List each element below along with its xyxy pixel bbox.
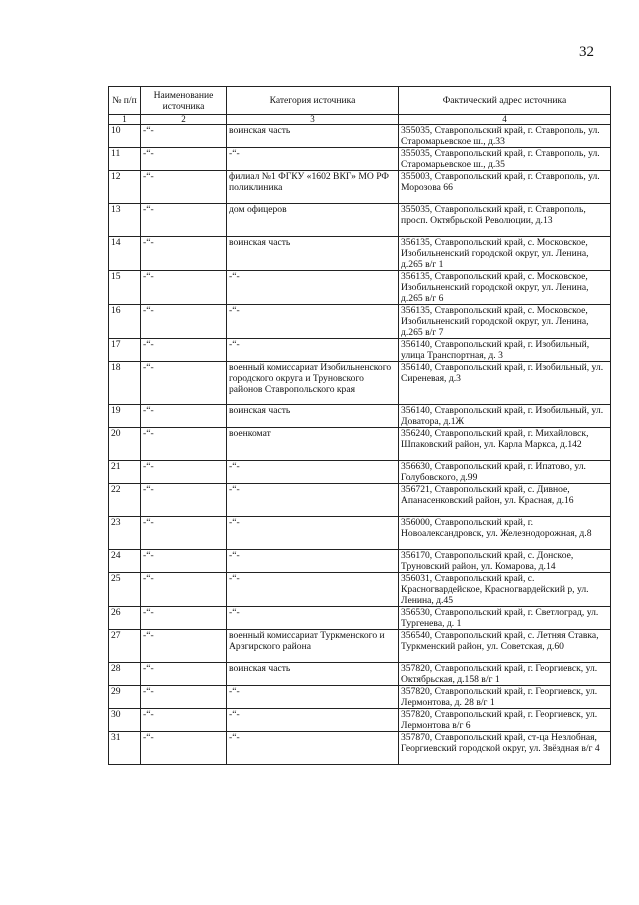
table-row xyxy=(109,630,611,663)
source-name-cell: -“- xyxy=(141,573,227,607)
row-number-cell: 16 xyxy=(109,305,141,339)
column-index: 1 xyxy=(109,115,141,125)
table-row xyxy=(109,461,611,484)
source-name-cell: -“- xyxy=(141,461,227,484)
source-address-cell: 355035, Ставропольский край, г. Ставрополь, ул. Старомарьевское ш., д.35 xyxy=(399,148,611,171)
source-category-cell: воинская часть xyxy=(227,405,399,428)
header-source-name: Наименование источника xyxy=(141,87,227,115)
source-name-cell: -“- xyxy=(141,709,227,732)
table-row xyxy=(109,204,611,237)
source-address-cell: 356135, Ставропольский край, с. Московское, Изобильненский городской округ, ул. Ленина, д.265 в/г 1 xyxy=(399,237,611,271)
source-category-cell: военный комиссариат Изобильненского городского округа и Труновского районов Ставропольского края xyxy=(227,362,399,405)
row-number-cell: 21 xyxy=(109,461,141,484)
table-row xyxy=(109,148,611,171)
source-category-cell: -“- xyxy=(227,148,399,171)
table-row xyxy=(109,517,611,550)
header-number: № п/п xyxy=(109,87,141,115)
source-address-cell: 355035, Ставропольский край, г. Ставрополь, просп. Октябрьской Революции, д.13 xyxy=(399,204,611,237)
source-name-cell: -“- xyxy=(141,362,227,405)
source-category-cell: -“- xyxy=(227,271,399,305)
table-body xyxy=(109,125,611,765)
source-name-cell: -“- xyxy=(141,305,227,339)
source-address-cell: 356135, Ставропольский край, с. Московское, Изобильненский городской округ, ул. Ленина, д.265 в/г 6 xyxy=(399,271,611,305)
row-number-cell: 17 xyxy=(109,339,141,362)
column-index: 4 xyxy=(399,115,611,125)
row-number-cell: 19 xyxy=(109,405,141,428)
source-name-cell: -“- xyxy=(141,550,227,573)
source-address-cell: 357820, Ставропольский край, г. Георгиевск, ул. Лермонтова в/г 6 xyxy=(399,709,611,732)
table-row xyxy=(109,686,611,709)
source-category-cell: -“- xyxy=(227,709,399,732)
source-category-cell: воинская часть xyxy=(227,237,399,271)
row-number-cell: 23 xyxy=(109,517,141,550)
row-number-cell: 22 xyxy=(109,484,141,517)
table-row xyxy=(109,125,611,148)
table-row xyxy=(109,732,611,765)
row-number-cell: 10 xyxy=(109,125,141,148)
row-number-cell: 18 xyxy=(109,362,141,405)
row-number-cell: 28 xyxy=(109,663,141,686)
source-category-cell: дом офицеров xyxy=(227,204,399,237)
source-address-cell: 356031, Ставропольский край, с. Красногвардейское, Красногвардейский р, ул. Ленина, д.45 xyxy=(399,573,611,607)
header-source-address: Фактический адрес источника xyxy=(399,87,611,115)
column-index-row xyxy=(109,115,611,125)
source-name-cell: -“- xyxy=(141,428,227,461)
table-row xyxy=(109,362,611,405)
source-address-cell: 356000, Ставропольский край, г. Новоалександровск, ул. Железнодорожная, д.8 xyxy=(399,517,611,550)
source-name-cell: -“- xyxy=(141,405,227,428)
column-index: 3 xyxy=(227,115,399,125)
source-category-cell: -“- xyxy=(227,461,399,484)
column-index: 2 xyxy=(141,115,227,125)
source-address-cell: 357820, Ставропольский край, г. Георгиевск, ул. Лермонтова, д. 28 в/г 1 xyxy=(399,686,611,709)
row-number-cell: 20 xyxy=(109,428,141,461)
source-category-cell: -“- xyxy=(227,517,399,550)
source-address-cell: 356721, Ставропольский край, с. Дивное, Апанасенковский район, ул. Красная, д.16 xyxy=(399,484,611,517)
source-category-cell: воинская часть xyxy=(227,663,399,686)
row-number-cell: 27 xyxy=(109,630,141,663)
source-address-cell: 355035, Ставропольский край, г. Ставрополь, ул. Старомарьевское ш., д.33 xyxy=(399,125,611,148)
source-address-cell: 357820, Ставропольский край, г. Георгиевск, ул. Октябрьская, д.158 в/г 1 xyxy=(399,663,611,686)
row-number-cell: 13 xyxy=(109,204,141,237)
table-row xyxy=(109,573,611,607)
source-category-cell: -“- xyxy=(227,339,399,362)
sources-table xyxy=(108,86,611,765)
source-category-cell: военный комиссариат Туркменского и Арзгирского района xyxy=(227,630,399,663)
source-address-cell: 356135, Ставропольский край, с. Московское, Изобильненский городской округ, ул. Ленина, д.265 в/г 7 xyxy=(399,305,611,339)
source-category-cell: -“- xyxy=(227,305,399,339)
source-name-cell: -“- xyxy=(141,271,227,305)
source-name-cell: -“- xyxy=(141,125,227,148)
source-address-cell: 356240, Ставропольский край, г. Михайловск, Шпаковский район, ул. Карла Маркса, д.142 xyxy=(399,428,611,461)
table-row xyxy=(109,709,611,732)
source-address-cell: 355003, Ставропольский край, г. Ставрополь, ул. Морозова 66 xyxy=(399,171,611,204)
row-number-cell: 11 xyxy=(109,148,141,171)
source-address-cell: 356630, Ставропольский край, г. Ипатово, ул. Голубовского, д.99 xyxy=(399,461,611,484)
source-category-cell: -“- xyxy=(227,607,399,630)
source-category-cell: -“- xyxy=(227,686,399,709)
row-number-cell: 25 xyxy=(109,573,141,607)
table-row xyxy=(109,405,611,428)
table-row xyxy=(109,663,611,686)
table-header xyxy=(109,87,611,125)
source-name-cell: -“- xyxy=(141,663,227,686)
row-number-cell: 30 xyxy=(109,709,141,732)
source-name-cell: -“- xyxy=(141,732,227,765)
source-name-cell: -“- xyxy=(141,204,227,237)
table-row xyxy=(109,428,611,461)
table-row xyxy=(109,607,611,630)
source-address-cell: 356170, Ставропольский край, с. Донское, Труновский район, ул. Комарова, д.14 xyxy=(399,550,611,573)
source-address-cell: 356140, Ставропольский край, г. Изобильный, ул. Доватора, д.1Ж xyxy=(399,405,611,428)
row-number-cell: 15 xyxy=(109,271,141,305)
source-category-cell: -“- xyxy=(227,484,399,517)
source-address-cell: 356140, Ставропольский край, г. Изобильный, улица Транспортная, д. 3 xyxy=(399,339,611,362)
source-name-cell: -“- xyxy=(141,484,227,517)
source-name-cell: -“- xyxy=(141,686,227,709)
source-category-cell: филиал №1 ФГКУ «1602 ВКГ» МО РФ поликлиника xyxy=(227,171,399,204)
source-name-cell: -“- xyxy=(141,517,227,550)
source-address-cell: 356530, Ставропольский край, г. Светлоград, ул. Тургенева, д. 1 xyxy=(399,607,611,630)
source-category-cell: -“- xyxy=(227,573,399,607)
row-number-cell: 24 xyxy=(109,550,141,573)
source-category-cell: военкомат xyxy=(227,428,399,461)
row-number-cell: 29 xyxy=(109,686,141,709)
table-row xyxy=(109,339,611,362)
source-name-cell: -“- xyxy=(141,148,227,171)
source-category-cell: воинская часть xyxy=(227,125,399,148)
row-number-cell: 14 xyxy=(109,237,141,271)
row-number-cell: 12 xyxy=(109,171,141,204)
source-name-cell: -“- xyxy=(141,237,227,271)
source-address-cell: 356140, Ставропольский край, г. Изобильный, ул. Сиреневая, д.3 xyxy=(399,362,611,405)
source-category-cell: -“- xyxy=(227,550,399,573)
row-number-cell: 26 xyxy=(109,607,141,630)
source-name-cell: -“- xyxy=(141,171,227,204)
source-category-cell: -“- xyxy=(227,732,399,765)
table-row xyxy=(109,550,611,573)
source-name-cell: -“- xyxy=(141,630,227,663)
table-row xyxy=(109,171,611,204)
row-number-cell: 31 xyxy=(109,732,141,765)
header-row xyxy=(109,87,611,115)
table-row xyxy=(109,484,611,517)
table-row xyxy=(109,305,611,339)
source-name-cell: -“- xyxy=(141,607,227,630)
source-address-cell: 357870, Ставропольский край, ст-ца Незлобная, Георгиевский городской округ, ул. Звёздная в/г 4 xyxy=(399,732,611,765)
source-address-cell: 356540, Ставропольский край, с. Летняя Ставка, Туркменский район, ул. Советская, д.60 xyxy=(399,630,611,663)
table-row xyxy=(109,237,611,271)
table-row xyxy=(109,271,611,305)
page-number: 32 xyxy=(579,44,594,60)
header-source-category: Категория источника xyxy=(227,87,399,115)
source-name-cell: -“- xyxy=(141,339,227,362)
